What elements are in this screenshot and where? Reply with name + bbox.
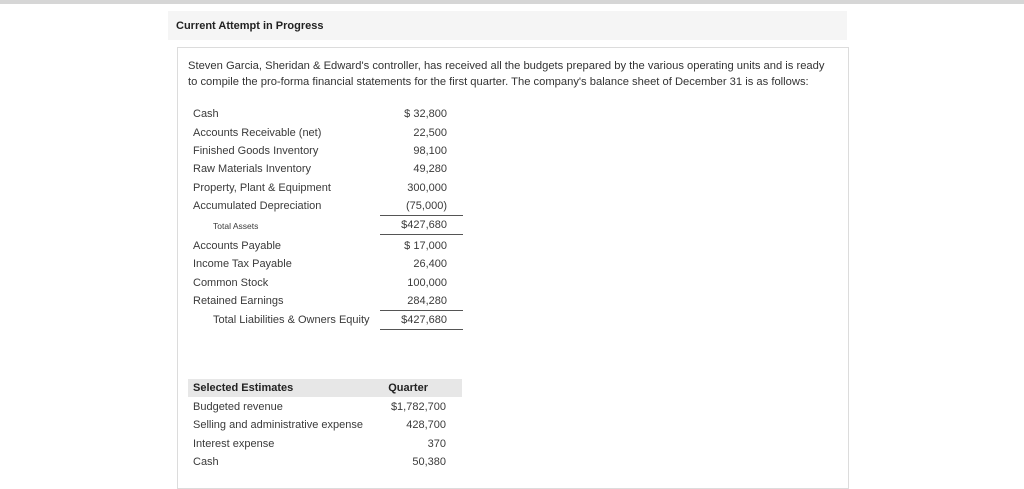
estimate-label: Interest expense xyxy=(193,438,275,450)
estimate-row-revenue xyxy=(193,398,453,416)
bs-row-accumulated-depreciation xyxy=(193,197,463,215)
bs-row-total-liabilities-equity xyxy=(193,311,463,329)
bs-value: 98,100 xyxy=(413,145,447,157)
estimates-header-label: Selected Estimates xyxy=(193,382,294,394)
estimate-row-interest xyxy=(193,435,453,453)
estimate-value: $1,782,700 xyxy=(390,401,446,413)
bs-row-total-assets xyxy=(193,216,463,234)
bs-value: 26,400 xyxy=(413,258,447,270)
bs-label: Common Stock xyxy=(193,277,269,289)
bs-value: 49,280 xyxy=(413,163,447,175)
bs-label: Raw Materials Inventory xyxy=(193,163,311,175)
bs-label: Accumulated Depreciation xyxy=(193,200,322,212)
estimate-label: Budgeted revenue xyxy=(193,401,283,413)
estimate-row-cash xyxy=(193,453,453,471)
bs-row-accounts-receivable xyxy=(193,124,463,142)
bs-value: $ 17,000 xyxy=(404,240,447,252)
bs-label: Income Tax Payable xyxy=(193,258,292,270)
bs-label: Total Liabilities & Owners Equity xyxy=(213,314,370,326)
bs-row-accounts-payable xyxy=(193,237,463,255)
bs-value: 22,500 xyxy=(413,127,447,139)
bs-row-retained-earnings xyxy=(193,292,463,310)
bs-row-income-tax-payable xyxy=(193,255,463,273)
bs-value: $427,680 xyxy=(401,219,447,231)
bs-row-finished-goods xyxy=(193,142,463,160)
estimates-header-quarter: Quarter xyxy=(388,382,428,394)
bs-row-common-stock xyxy=(193,274,463,292)
bs-label: Accounts Receivable (net) xyxy=(193,127,322,139)
bs-row-cash xyxy=(193,105,463,123)
estimate-value: 50,380 xyxy=(412,456,446,468)
estimates-header xyxy=(193,379,453,397)
estimate-value: 428,700 xyxy=(406,419,446,431)
bs-label: Cash xyxy=(193,108,219,120)
bs-value: 300,000 xyxy=(407,182,447,194)
total-rule xyxy=(380,329,463,330)
top-bar xyxy=(0,0,1024,4)
bs-label: Retained Earnings xyxy=(193,295,284,307)
attempt-title: Current Attempt in Progress xyxy=(176,20,324,32)
bs-value: 100,000 xyxy=(407,277,447,289)
bs-value: $427,680 xyxy=(401,314,447,326)
bs-label: Accounts Payable xyxy=(193,240,282,252)
estimate-value: 370 xyxy=(427,438,446,450)
bs-label: Total Assets xyxy=(213,221,259,231)
bs-value: 284,280 xyxy=(407,295,447,307)
bs-row-ppe xyxy=(193,179,463,197)
estimate-label: Selling and administrative expense xyxy=(193,419,363,431)
estimate-row-sga xyxy=(193,416,453,434)
total-rule xyxy=(380,234,463,235)
bs-value: $ 32,800 xyxy=(404,108,447,120)
estimate-label: Cash xyxy=(193,456,219,468)
bs-label: Finished Goods Inventory xyxy=(193,145,319,157)
problem-intro: Steven Garcia, Sheridan & Edward's controller, has received all the budgets prepared by the various operating units and is ready to compile the pro-forma financial statements for the first quarter. The company's balance sheet of December 31 is as follows: xyxy=(188,60,825,88)
bs-label: Property, Plant & Equipment xyxy=(193,182,331,194)
bs-value: (75,000) xyxy=(406,200,447,212)
bs-row-raw-materials xyxy=(193,160,463,178)
